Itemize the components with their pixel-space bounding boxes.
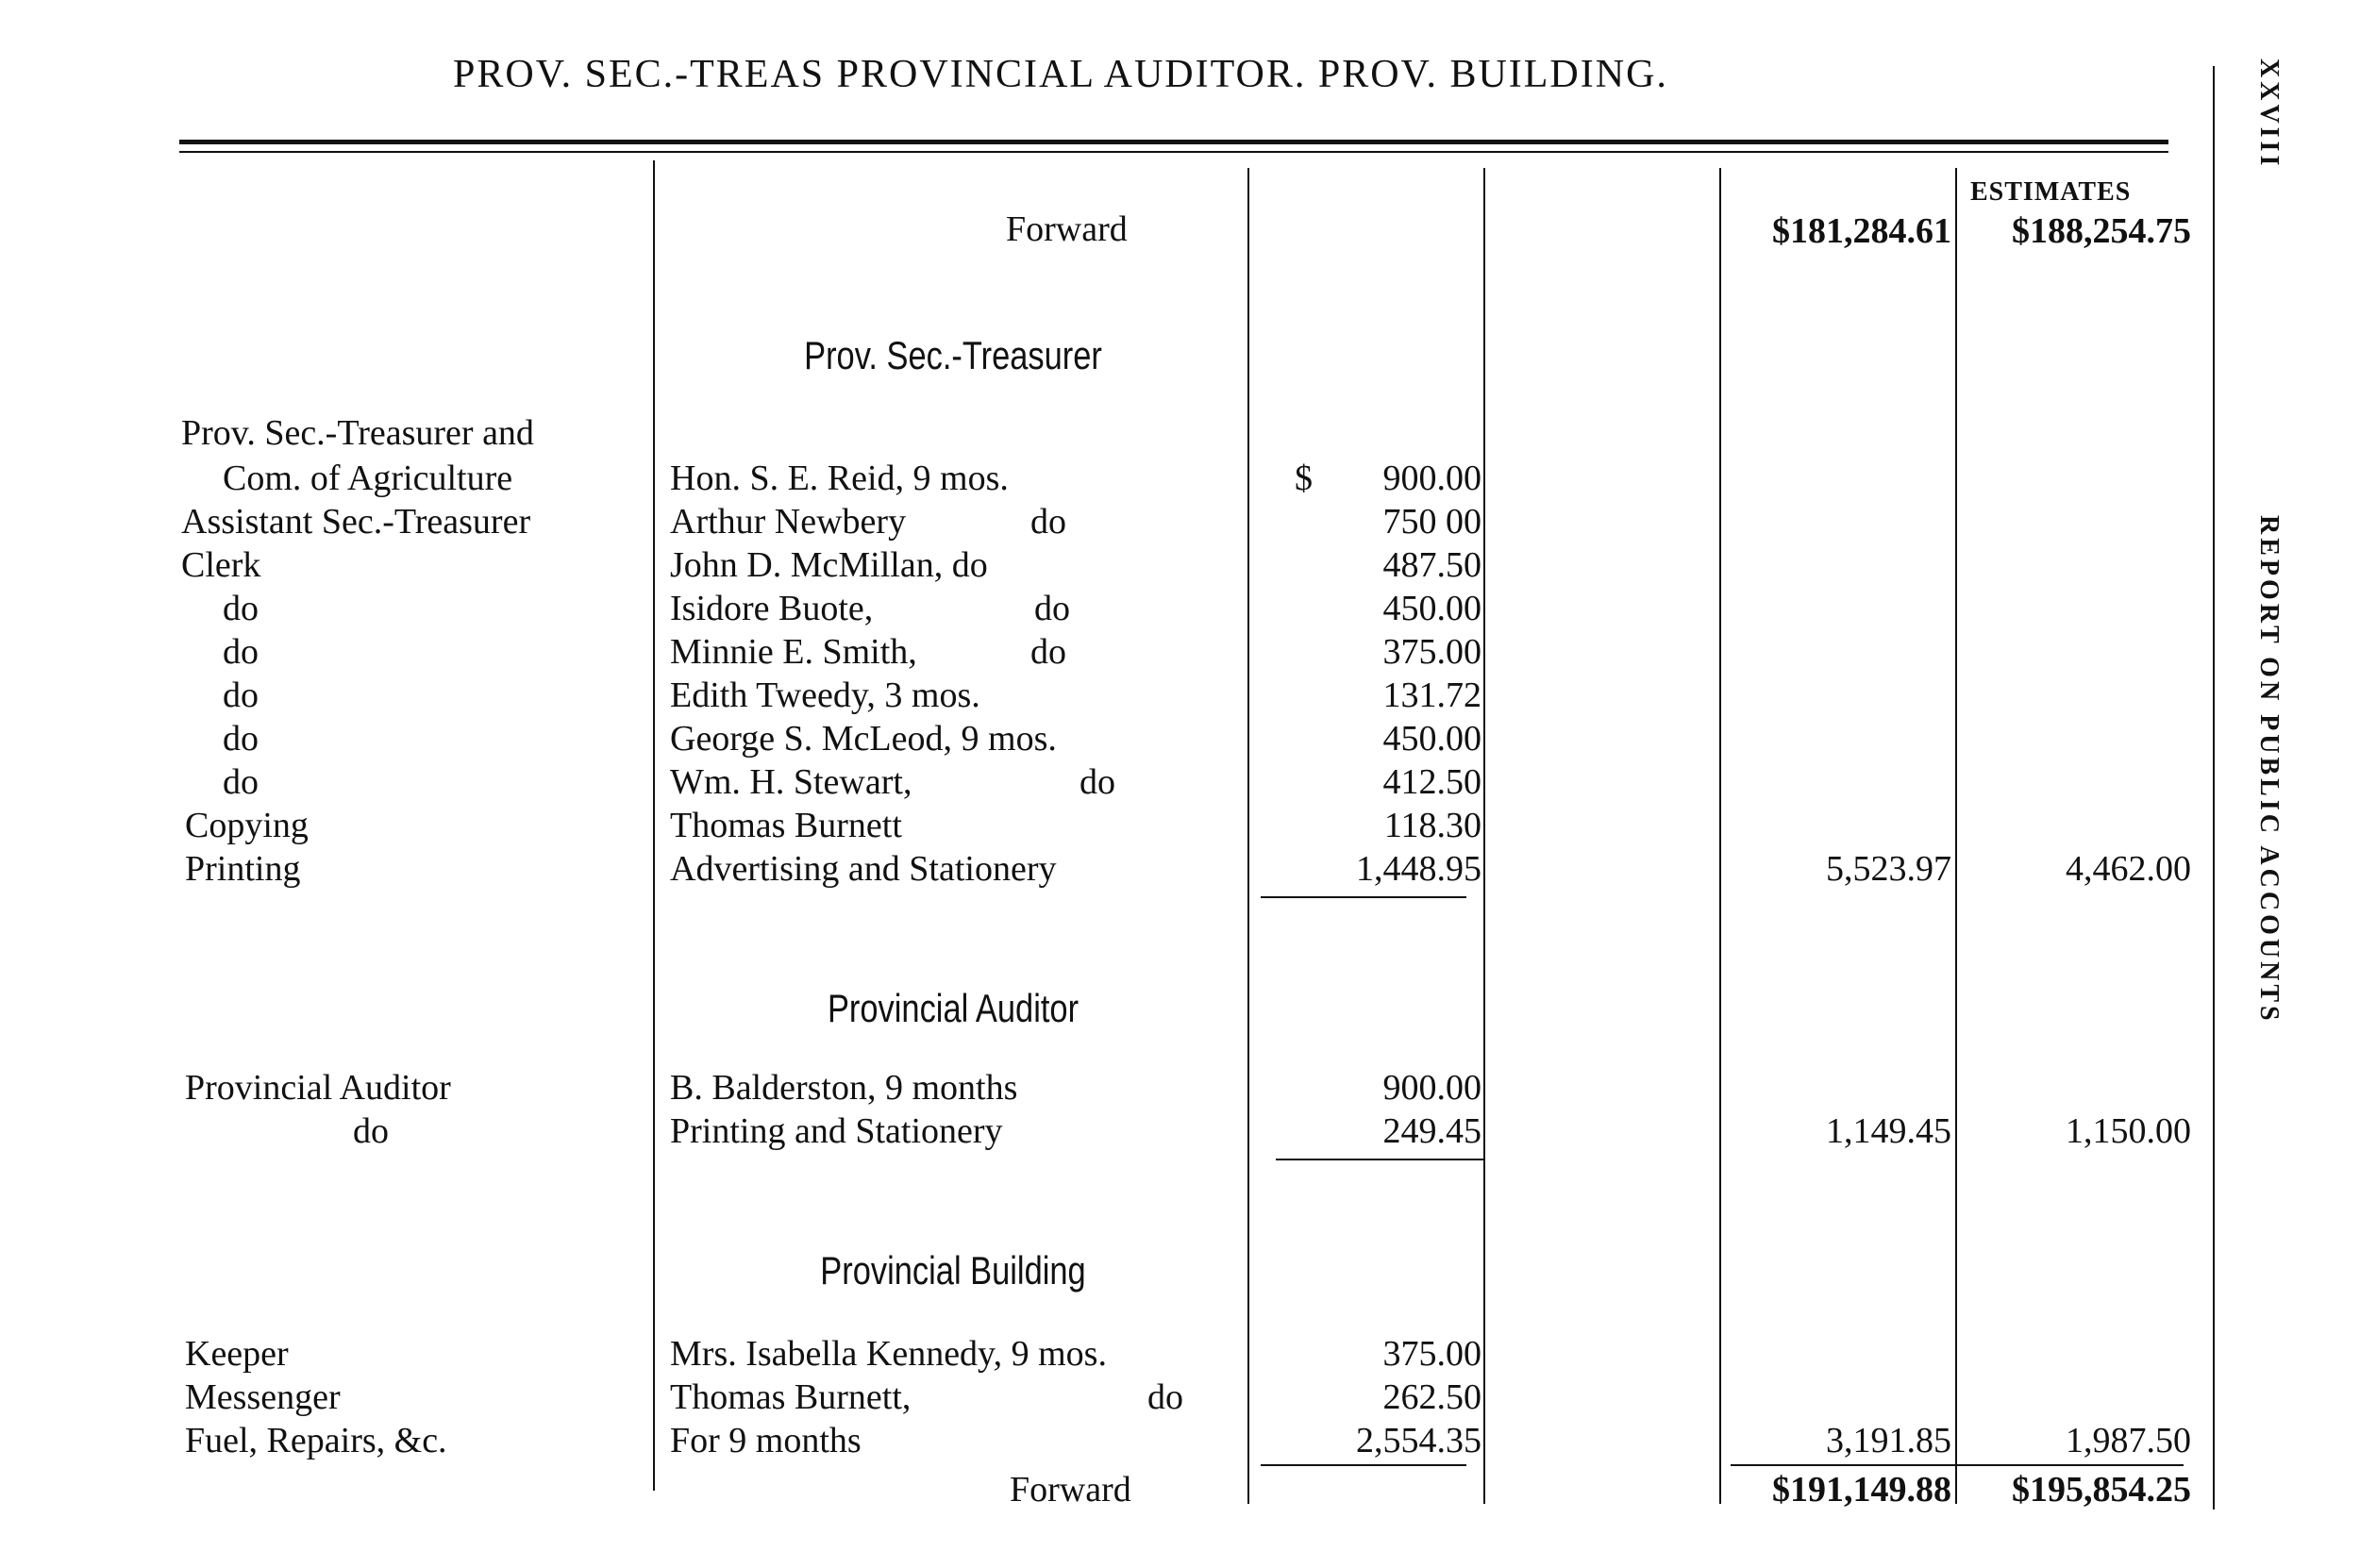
payee-name: George S. McLeod, 9 mos. xyxy=(670,719,1057,759)
estimates-label: ESTIMATES xyxy=(1970,177,2132,207)
ditto-mark: do xyxy=(1030,632,1066,672)
office-label: do xyxy=(223,719,259,759)
payee-name: Thomas Burnett, xyxy=(670,1377,912,1417)
amount: 412.50 xyxy=(1382,762,1481,802)
payee-name: Mrs. Isabella Kennedy, 9 mos. xyxy=(670,1334,1107,1374)
forward-label-top: Forward xyxy=(1006,209,1128,249)
office-label: Clerk xyxy=(181,545,261,585)
amount: 450.00 xyxy=(1382,589,1481,628)
forward-estimate-top: $188,254.75 xyxy=(2012,211,2191,251)
office-label: Assistant Sec.-Treasurer xyxy=(181,502,531,542)
amount: 450.00 xyxy=(1382,719,1481,759)
office-label: do xyxy=(223,589,259,628)
payee-name: Printing and Stationery xyxy=(670,1111,1003,1151)
amount: 750 00 xyxy=(1382,502,1481,542)
section-total: 5,523.97 xyxy=(1826,849,1951,889)
payee-name: Minnie E. Smith, xyxy=(670,632,917,672)
column-divider xyxy=(1483,168,1485,1504)
right-margin-rule xyxy=(2213,66,2215,1510)
page-header-title: PROV. SEC.-TREAS PROVINCIAL AUDITOR. PROV. BUILDING. xyxy=(453,53,1668,96)
office-label: Fuel, Repairs, &c. xyxy=(185,1421,447,1460)
amount: 262.50 xyxy=(1382,1377,1481,1417)
amount: 249.45 xyxy=(1382,1111,1481,1151)
amount: 487.50 xyxy=(1382,545,1481,585)
header-rule-thin xyxy=(179,151,2168,153)
payee-name: Hon. S. E. Reid, 9 mos. xyxy=(670,459,1009,498)
office-label: do xyxy=(353,1111,389,1151)
office-label: Copying xyxy=(185,806,309,845)
payee-name: John D. McMillan, do xyxy=(670,545,988,585)
total-rule xyxy=(1731,1464,2184,1466)
column-divider xyxy=(1247,168,1249,1504)
amount: 900.00 xyxy=(1382,1068,1481,1108)
office-label: Messenger xyxy=(185,1377,341,1417)
payee-name: For 9 months xyxy=(670,1421,862,1460)
ditto-mark: do xyxy=(1147,1377,1183,1417)
payee-name: Arthur Newbery xyxy=(670,502,907,542)
payee-name: Advertising and Stationery xyxy=(670,849,1057,889)
ditto-mark: do xyxy=(1030,502,1066,542)
forward-total-bottom: $191,149.88 xyxy=(1772,1470,1951,1510)
office-label: Prov. Sec.-Treasurer and xyxy=(181,413,534,453)
forward-total-top: $181,284.61 xyxy=(1772,211,1951,251)
section-heading-prov-sec-treasurer: Prov. Sec.-Treasurer xyxy=(804,333,1102,377)
header-rule-thick xyxy=(179,140,2168,144)
subtotal-rule xyxy=(1261,1464,1466,1466)
forward-estimate-bottom: $195,854.25 xyxy=(2012,1470,2191,1510)
ditto-mark: do xyxy=(1080,762,1115,802)
column-divider xyxy=(653,160,655,1491)
section-total: 1,149.45 xyxy=(1826,1111,1951,1151)
amount: 900.00 xyxy=(1382,459,1481,498)
amount: 131.72 xyxy=(1382,676,1481,715)
amount: 118.30 xyxy=(1383,806,1481,845)
section-estimate: 1,150.00 xyxy=(2066,1111,2191,1151)
section-heading-provincial-building: Provincial Building xyxy=(820,1248,1086,1293)
amount: 375.00 xyxy=(1382,1334,1481,1374)
payee-name: Edith Tweedy, 3 mos. xyxy=(670,676,980,715)
office-label: do xyxy=(223,676,259,715)
subtotal-rule xyxy=(1261,896,1466,898)
payee-name: Isidore Buote, xyxy=(670,589,874,628)
ditto-mark: do xyxy=(1034,589,1070,628)
amount: 1,448.95 xyxy=(1356,849,1481,889)
office-label: do xyxy=(223,632,259,672)
office-label: Com. of Agriculture xyxy=(223,459,513,498)
section-heading-provincial-auditor: Provincial Auditor xyxy=(827,986,1080,1030)
payee-name: Thomas Burnett xyxy=(670,806,902,845)
office-label: do xyxy=(223,762,259,802)
section-estimate: 4,462.00 xyxy=(2066,849,2191,889)
forward-label-bottom: Forward xyxy=(1010,1470,1131,1510)
column-divider xyxy=(1719,168,1721,1504)
payee-name: Wm. H. Stewart, xyxy=(670,762,912,802)
office-label: Printing xyxy=(185,849,301,889)
payee-name: B. Balderston, 9 months xyxy=(670,1068,1018,1108)
section-estimate: 1,987.50 xyxy=(2066,1421,2191,1460)
office-label: Keeper xyxy=(185,1334,289,1374)
subtotal-rule xyxy=(1276,1159,1483,1160)
amount: 375.00 xyxy=(1382,632,1481,672)
page-number: XXVIII xyxy=(2254,58,2284,170)
column-divider xyxy=(1955,168,1957,1504)
office-label: Provincial Auditor xyxy=(185,1068,451,1108)
amount: 2,554.35 xyxy=(1356,1421,1481,1460)
currency-sign: $ xyxy=(1295,459,1313,498)
section-total: 3,191.85 xyxy=(1826,1421,1951,1460)
side-title: REPORT ON PUBLIC ACCOUNTS xyxy=(2254,515,2284,1025)
